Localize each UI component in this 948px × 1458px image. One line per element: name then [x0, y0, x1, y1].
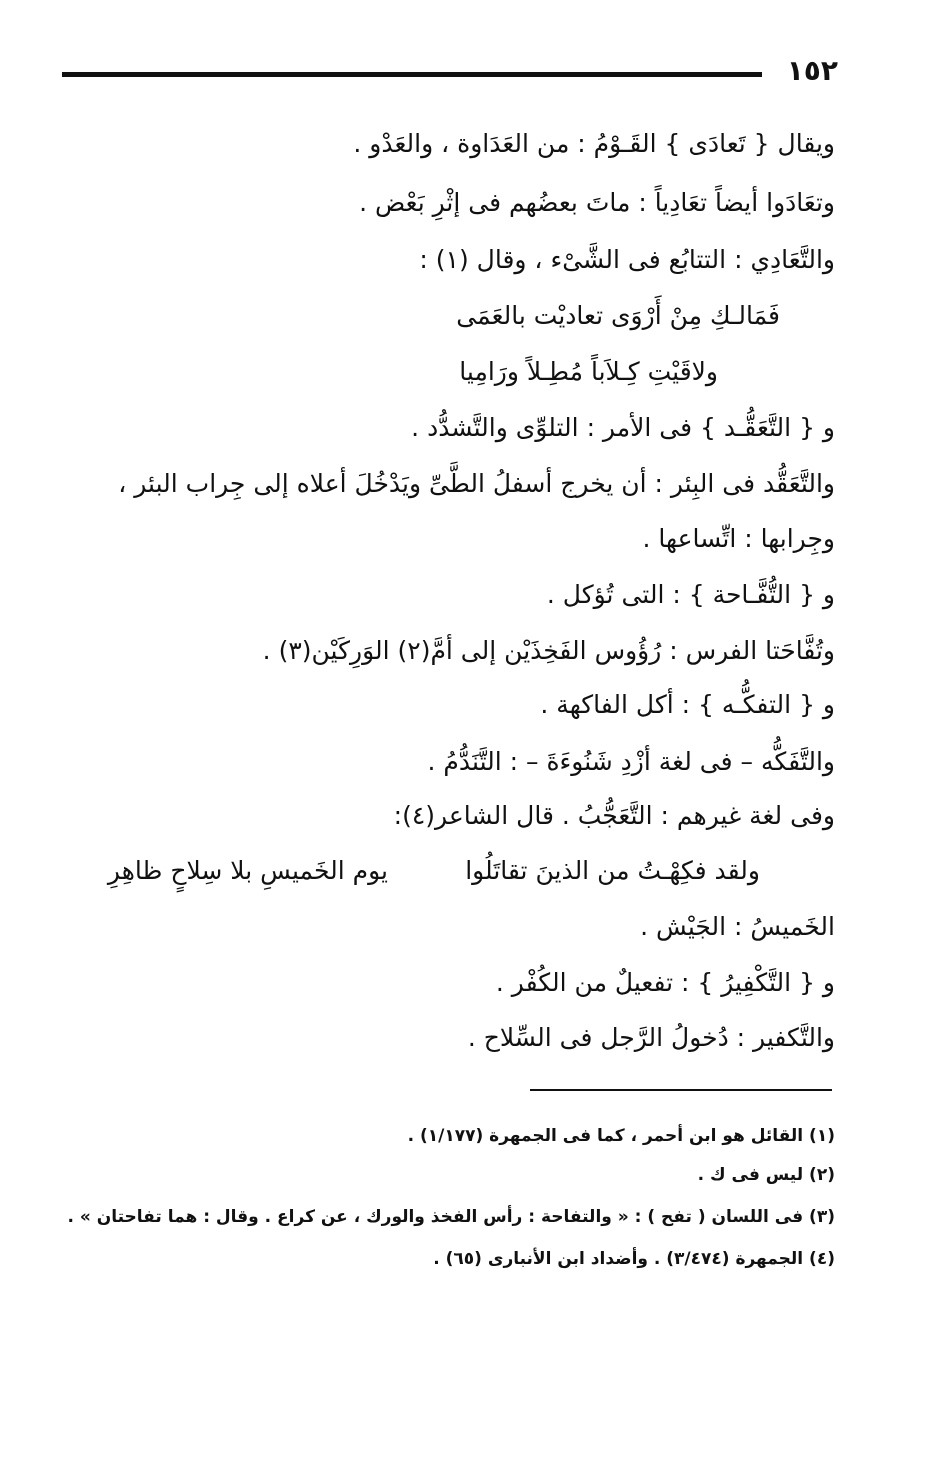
- body-line-4: و { التَّعَقُّـد } فى الأمر : التلوِّى والتَّشدُّد .: [411, 413, 835, 442]
- body-line-8: وتُفَّاحَتا الفرس : رُؤُوس الفَخِذَيْن إلى أمَّ(٢) الوَرِكَيْن(٣) .: [262, 636, 835, 665]
- verse-line-2: ولاقَيْتِ كِـلاَباً مُطِـلاً ورَامِيا: [459, 357, 718, 386]
- body-line-11: وفى لغة غيرهم : التَّعَجُّبُ . قال الشاعر(٤):: [393, 801, 835, 830]
- footnote-1: (١) القائل هو ابن أحمر ، كما فى الجمهرة (١/١٧٧) .: [407, 1126, 835, 1146]
- body-line-2: وتعَادَوا أيضاً تعَادِياً : ماتَ بعضُهم فى إثْرِ بَعْض .: [359, 188, 835, 217]
- verse-line-1: فَمَالـكِ مِنْ أَرْوَى تعاديْت بالعَمَى: [456, 301, 780, 330]
- body-line-10: والتَّفَكُّه – فى لغة أزْدِ شَنُوءَةَ – : التَّنَدُّمُ .: [427, 747, 835, 776]
- footnote-4: (٤) الجمهرة (٣/٤٧٤) . وأضداد ابن الأنبارى (٦٥) .: [433, 1249, 835, 1269]
- footnote-3: (٣) فى اللسان ( تفح ) : « والتفاحة : رأس الفخذ والورك ، عن كراع . وقال : هما تفاحتان » .: [67, 1207, 835, 1227]
- footnote-rule: [530, 1089, 832, 1091]
- body-line-13: و { التَّكْفِيرُ } : تفعيلٌ من الكُفْر .: [495, 968, 835, 997]
- verse-half-1: ولقد فكِهْـتُ من الذينَ تقاتَلُوا: [465, 856, 760, 885]
- header-rule: [62, 72, 762, 77]
- body-line-9: و { التفكُّـه } : أكل الفاكهة .: [540, 690, 835, 719]
- footnote-2: (٢) ليس فى ك .: [697, 1165, 835, 1185]
- body-line-5: والتَّعَقُّد فى البِئر : أن يخرج أسفلُ الطَّىِّ ويَدْخُلَ أعلاه إلى جِراب البئر ،: [118, 469, 835, 498]
- body-line-3: والتَّعَادِي : التتابُع فى الشَّىْء ، وقال (١) :: [419, 245, 835, 274]
- verse-half-2: يوم الخَميسِ بلا سِلاحٍ ظاهِرِ: [107, 856, 388, 885]
- page-number: ١٥٢: [786, 54, 838, 87]
- body-line-12: الخَميسُ : الجَيْش .: [640, 912, 835, 941]
- body-line-6: وجِرابها : اتِّساعها .: [642, 524, 835, 553]
- body-line-7: و { التُّفَّـاحة } : التى تُؤكل .: [546, 580, 835, 609]
- body-line-1: ويقال { تَعادَى } القَـوْمُ : من العَدَاوة ، والعَدْو .: [353, 129, 835, 158]
- body-line-14: والتَّكفير : دُخولُ الرَّجل فى السِّلاح .: [467, 1023, 835, 1052]
